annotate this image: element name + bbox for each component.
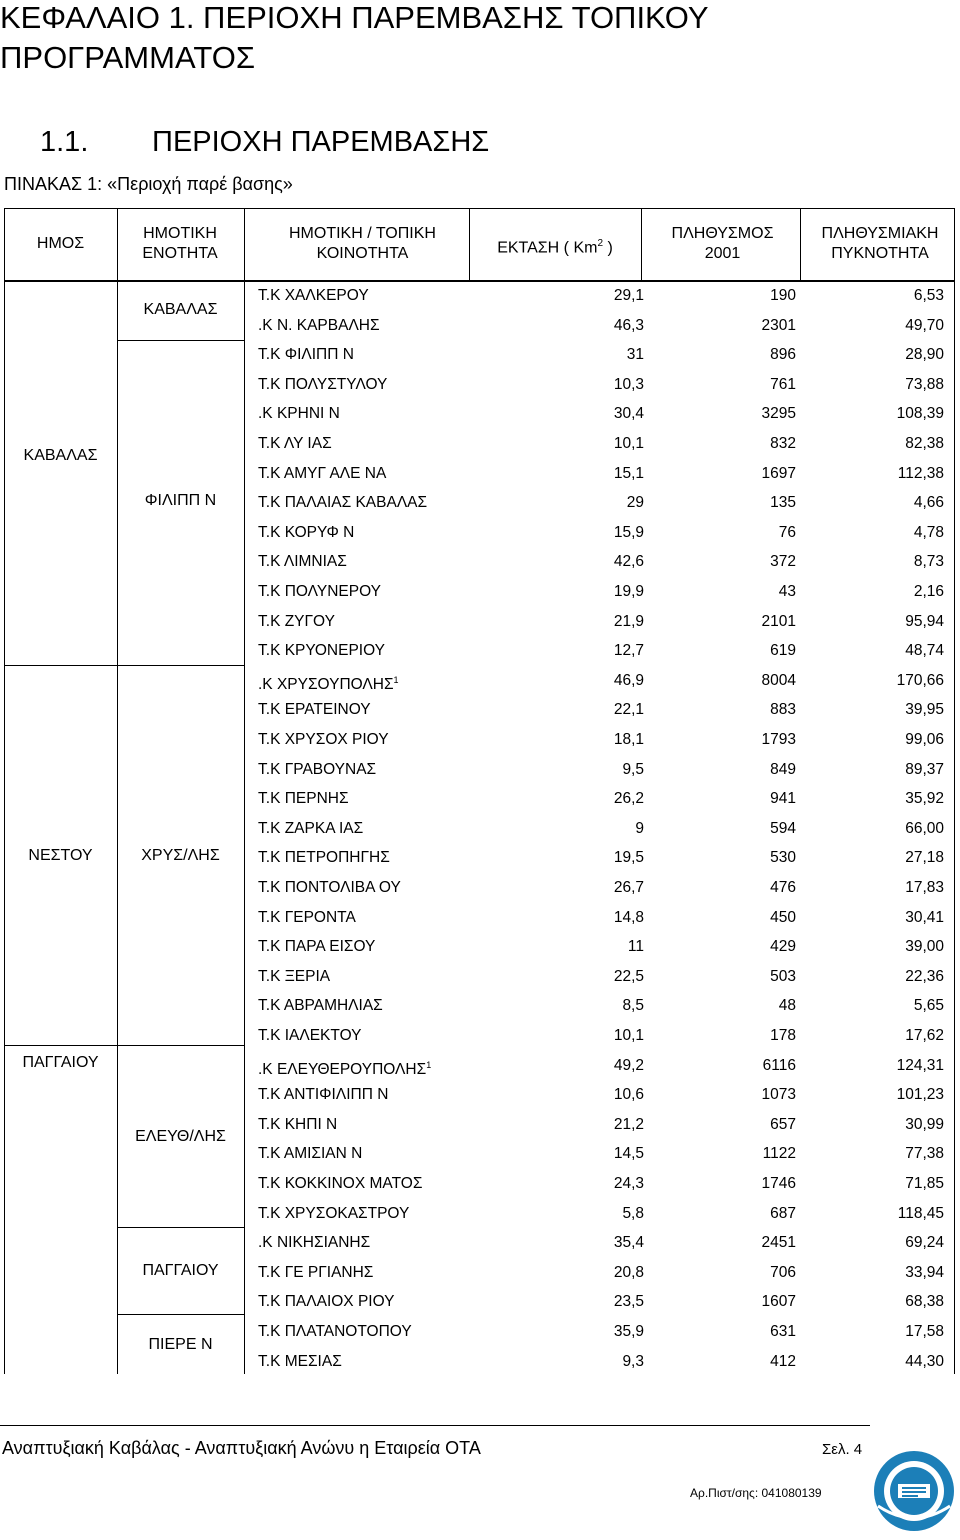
cell-area: 21,2 [613,1115,644,1133]
cell-name: Τ.Κ ΠΟΛΥΣΤΥΛΟΥ [258,375,388,393]
cell-name: Τ.Κ ΠΑΛΑΙΟΧ ΡΙΟΥ [258,1293,395,1311]
cell-name: .Κ ΝΙΚΗΣΙΑΝΗΣ [258,1234,371,1252]
cell-pop: 619 [770,642,796,660]
cell-density: 30,41 [905,908,944,926]
cell-pop: 48 [778,997,796,1015]
table-row [258,873,946,903]
footer-company: Αναπτυξιακή Καβάλας - Αναπτυξιακή Ανώνυ η Εταιρεία ΟΤΑ [2,1438,481,1458]
cell-density: 170,66 [896,671,944,689]
cell-area: 11 [627,938,644,956]
cell-name-wrap [258,1051,431,1085]
table-row [258,1347,946,1377]
cell-area: 10,1 [613,435,644,452]
cell-pop: 687 [770,1204,796,1222]
enotita-chrysoupolis: ΧΡΥΣ/ΛΗΣ [141,847,220,864]
table-row [258,1051,946,1081]
col-border [641,208,642,281]
cell-area: 8,5 [622,997,644,1015]
cell-pop: 941 [770,790,796,808]
table-row [258,488,946,518]
table-row [258,1317,946,1347]
section-heading [40,126,489,159]
cell-area: 15,9 [613,523,644,541]
group-separator [4,665,117,666]
cell-pop: 1122 [762,1145,796,1163]
table-row [258,1139,946,1169]
cell-name: Τ.Κ ΜΕΣΙΑΣ [258,1352,342,1370]
cell-name: Τ.Κ ΠΕΡΝΗΣ [258,790,349,808]
cell-area: 22,5 [613,967,644,985]
chapter-title: ΚΕΦΑΛΑΙΟ 1. ΠΕΡΙΟΧΗ ΠΑΡΕΜΒΑΣΗΣ ΤΟΠΙΚΟΥ ΠΡΟΓΡΑΜΜΑΤΟΣ [0,0,709,75]
cell-name: .Κ Ν. ΚΑΡΒΑΛΗΣ [258,316,380,334]
cell-name: Τ.Κ ΚΡΥΟΝΕΡΙΟΥ [258,642,385,660]
cell-density: 17,83 [905,879,944,896]
cell-area: 10,3 [613,375,644,393]
cell-density: 66,00 [905,819,944,837]
cell-name: Τ.Κ ΛΥ ΙΑΣ [258,435,332,452]
cell-area: 18,1 [613,731,644,748]
footer-rule [0,1425,870,1426]
table-row [258,281,946,311]
cell-pop: 849 [770,760,796,778]
table-row [258,814,946,844]
table-row [258,518,946,548]
header-pyknotita: ΠΛΗΘΥΣΜΙΑΚΗ ΠΥΚΝΟΤΗΤΑ [821,225,939,262]
section-title: ΠΕΡΙΟΧΗ ΠΑΡΕΜΒΑΣΗΣ [152,126,490,158]
cell-area: 10,1 [613,1027,644,1044]
cell-area: 31 [626,346,644,364]
enotita-filippon: ΦΙΛΙΠΠ Ν [144,492,217,509]
cell-name: Τ.Κ ΑΜΙΣΙΑΝ Ν [258,1145,363,1163]
cell-density: 82,38 [905,435,944,452]
dimos-kavalas: ΚΑΒΑΛΑΣ [23,447,98,464]
cell-area: 22,1 [613,701,644,719]
header-plithysmos: ΠΛΗΘΥΣΜΟΣ 2001 [671,225,774,262]
cell-name: Τ.Κ ΠΛΑΤΑΝΟΤΟΠΟΥ [258,1323,412,1340]
cell-pop: 3295 [761,405,796,423]
section-number: 1.1. [40,126,89,158]
group-separator [4,1045,117,1046]
cell-area: 5,8 [622,1204,644,1222]
cell-name: Τ.Κ ΞΕΡΙΑ [258,967,331,985]
cell-area: 15,1 [613,464,644,482]
cell-density: 118,45 [897,1204,944,1222]
cell-density: 108,39 [896,405,944,423]
cell-density: 27,18 [905,849,944,867]
cell-area: 24,3 [613,1175,644,1192]
header-enotita: ΗΜΟΤΙΚΗ ΕΝΟΤΗΤΑ [142,225,218,262]
cell-pop: 412 [770,1352,796,1370]
cell-name: Τ.Κ ΧΡΥΣΟΧ ΡΙΟΥ [258,731,389,748]
cell-pop: 706 [770,1263,796,1281]
cell-area: 26,7 [613,879,644,896]
cell-name: Τ.Κ ΚΗΠΙ Ν [258,1115,338,1133]
header-koinotita: ΗΜΟΤΙΚΗ / ΤΟΠΙΚΗ ΚΟΙΝΟΤΗΤΑ [289,225,436,262]
cell-name: Τ.Κ ΦΙΛΙΠΠ Ν [258,346,354,364]
table-row [258,1080,946,1110]
dimos-nestou: ΝΕΣΤΟΥ [28,847,93,864]
cell-name: Τ.Κ ΠΟΝΤΟΛΙΒΑ ΟΥ [258,879,401,896]
cell-name: Τ.Κ ΖΑΡΚΑ ΙΑΣ [258,819,364,837]
table-row [258,370,946,400]
cell-name: Τ.Κ ΖΥΓΟΥ [258,612,335,630]
cell-name: Τ.Κ ΓΕ ΡΓΙΑΝΗΣ [258,1263,374,1281]
table-row [258,577,946,607]
table-row [258,695,946,725]
cell-density: 17,58 [905,1323,944,1340]
table-row [258,1287,946,1317]
cell-density: 35,92 [905,790,944,808]
col-border [800,208,801,281]
cell-name: Τ.Κ ΚΟΚΚΙΝΟΧ ΜΑΤΟΣ [258,1175,423,1192]
table-row [258,547,946,577]
cell-pop: 76 [778,523,796,541]
group-separator [117,1227,244,1228]
cell-area: 35,9 [613,1323,644,1340]
col-border [244,208,245,1374]
table-row [258,755,946,785]
cell-area: 19,5 [613,849,644,867]
table-row [258,666,946,696]
certification-logo-icon [872,1448,956,1534]
cell-pop: 1746 [761,1175,796,1192]
cell-name: Τ.Κ ΠΕΤΡΟΠΗΓΗΣ [258,849,390,867]
cell-pop: 1607 [761,1293,796,1311]
cell-area: 46,9 [613,671,644,689]
table-row [258,1228,946,1258]
cell-pop: 2451 [761,1234,796,1252]
cell-pop: 135 [770,494,796,512]
cell-area: 29,1 [613,287,644,304]
table-top-border [4,208,955,209]
cell-pop: 1697 [761,464,796,482]
table-caption: ΠΙΝΑΚΑΣ 1: «Περιοχή παρέ βασης» [4,174,293,194]
cell-name: Τ.Κ ΙΑΛΕΚΤΟΥ [258,1027,362,1044]
cell-name: Τ.Κ ΑΜΥΓ ΑΛΕ ΝΑ [258,464,387,482]
cell-name: Τ.Κ ΓΕΡΟΝΤΑ [258,908,356,926]
cell-density: 33,94 [905,1263,944,1281]
cell-area: 26,2 [613,790,644,808]
header-ektasi-text: ΕΚΤΑΣΗ ( Km [497,239,598,257]
cell-area: 46,3 [613,316,644,334]
table-row [258,636,946,666]
cell-area: 29 [626,494,644,512]
cell-pop: 1793 [761,731,796,748]
enotita-kavalas: ΚΑΒΑΛΑΣ [143,301,218,318]
col-border [954,208,955,1374]
cell-density: 39,95 [905,701,944,719]
cell-pop: 372 [770,553,796,571]
cell-pop: 896 [770,346,796,364]
cell-pop: 178 [770,1027,796,1044]
table-row [258,1199,946,1229]
cell-pop: 594 [770,819,796,837]
cell-area: 30,4 [613,405,644,423]
cell-pop: 43 [778,583,796,600]
cell-name: Τ.Κ ΠΑΡΑ ΕΙΣΟΥ [258,938,376,956]
table-row [258,1110,946,1140]
cell-pop: 761 [770,375,796,393]
header-ektasi-close: ) [603,239,613,257]
cell-name: .Κ ΚΡΗΝΙ Ν [258,405,340,423]
cell-pop: 190 [770,287,796,304]
cell-area: 21,9 [613,612,644,630]
cell-density: 68,38 [905,1293,944,1311]
cell-area: 35,4 [613,1234,644,1252]
cell-area: 9 [635,819,644,837]
cell-density: 95,94 [905,612,944,630]
group-separator [117,340,244,341]
cell-pop: 450 [770,908,796,926]
page-number: Σελ. 4 [822,1441,863,1458]
table-row [258,1169,946,1199]
cell-name-footnote: 1 [426,1059,432,1070]
cell-pop: 631 [770,1323,796,1340]
table-row [258,843,946,873]
cell-name: Τ.Κ ΧΑΛΚΕΡΟΥ [258,287,369,304]
cell-density: 4,66 [913,494,944,512]
group-separator [117,665,244,666]
cell-name-wrap [258,666,399,700]
cell-area: 19,9 [613,583,644,600]
cell-pop: 832 [770,435,796,452]
col-border [4,208,5,1374]
cell-area: 12,7 [613,642,644,660]
cell-pop: 657 [770,1115,796,1133]
table-row [258,340,946,370]
cell-pop: 8004 [761,671,796,689]
cell-density: 6,53 [913,287,944,304]
cell-pop: 2101 [761,612,796,630]
group-separator [117,1045,244,1046]
cell-area: 20,8 [613,1263,644,1281]
cell-pop: 883 [770,701,796,719]
cell-area: 14,5 [613,1145,644,1163]
enotita-piereon: ΠΙΕΡΕ Ν [148,1336,213,1353]
cell-area: 49,2 [613,1056,644,1074]
table-row [258,1021,946,1051]
certificate-number: Αρ.Πιστ/σης: 041080139 [690,1486,822,1500]
cell-density: 124,31 [896,1056,944,1074]
cell-name: Τ.Κ ΓΡΑΒΟΥΝΑΣ [258,760,377,778]
cell-density: 49,70 [905,316,944,334]
cell-density: 5,65 [913,997,944,1015]
cell-density: 77,38 [905,1145,944,1163]
cell-density: 99,06 [905,731,944,748]
cell-name: Τ.Κ ΧΡΥΣΟΚΑΣΤΡΟΥ [258,1204,410,1222]
cell-name: Τ.Κ ΠΟΛΥΝΕΡΟΥ [258,583,381,600]
cell-density: 71,85 [905,1175,944,1192]
cell-pop: 6116 [762,1056,796,1074]
cell-name: Τ.Κ ΑΒΡΑΜΗΛΙΑΣ [258,997,383,1015]
table-row [258,725,946,755]
enotita-paggaiou: ΠΑΓΓΑΙΟΥ [142,1262,219,1279]
cell-name: Τ.Κ ΛΙΜΝΙΑΣ [258,553,347,571]
cell-name: Τ.Κ ΠΑΛΑΙΑΣ ΚΑΒΑΛΑΣ [258,494,428,512]
cell-density: 4,78 [913,523,944,541]
cell-pop: 429 [770,938,796,956]
cell-density: 8,73 [913,553,944,571]
cell-area: 42,6 [613,553,644,571]
cell-area: 9,3 [622,1352,644,1370]
cell-area: 10,6 [613,1086,644,1104]
table-row [258,607,946,637]
cell-density: 39,00 [905,938,944,956]
cell-density: 73,88 [905,375,944,393]
cell-density: 89,37 [905,760,944,778]
cell-name: .Κ ΕΛΕΥΘΕΡΟΥΠΟΛΗΣ [258,1060,427,1078]
cell-name-footnote: 1 [393,674,399,685]
table-row [258,1258,946,1288]
cell-density: 22,36 [905,967,944,985]
header-dimos: ΗΜΟΣ [36,235,85,252]
cell-pop: 503 [770,967,796,985]
cell-density: 30,99 [905,1115,944,1133]
cell-area: 23,5 [613,1293,644,1311]
cell-name: Τ.Κ ΚΟΡΥΦ Ν [258,523,355,541]
table-row [258,991,946,1021]
cell-density: 17,62 [905,1027,944,1044]
cell-name: Τ.Κ ΑΝΤΙΦΙΛΙΠΠ Ν [258,1086,389,1104]
table-row [258,399,946,429]
cell-density: 69,24 [905,1234,944,1252]
cell-pop: 476 [770,879,796,896]
dimos-paggaiou: ΠΑΓΓΑΙΟΥ [22,1054,99,1071]
table-row [258,459,946,489]
cell-density: 2,16 [913,583,944,600]
group-separator [117,1314,244,1315]
cell-pop: 530 [770,849,796,867]
enotita-eleftheroupolis: ΕΛΕΥΘ/ΛΗΣ [135,1128,226,1145]
cell-name: Τ.Κ ΕΡΑΤΕΙΝΟΥ [258,701,371,719]
table-row [258,429,946,459]
cell-area: 14,8 [613,908,644,926]
cell-density: 112,38 [897,464,944,482]
cell-area: 9,5 [622,760,644,778]
table-row [258,784,946,814]
cell-density: 28,90 [905,346,944,364]
cell-density: 44,30 [905,1352,944,1370]
cell-pop: 1073 [761,1086,796,1104]
header-ektasi [469,234,641,258]
cell-name: .Κ ΧΡΥΣΟΥΠΟΛΗΣ [258,675,394,693]
table-row [258,311,946,341]
table-row [258,932,946,962]
table-row [258,962,946,992]
cell-density: 48,74 [905,642,944,660]
cell-pop: 2301 [761,316,796,334]
col-border [117,208,118,1374]
header-ektasi-sup: 2 [597,238,604,249]
cell-density: 101,23 [896,1086,944,1104]
table-row [258,903,946,933]
